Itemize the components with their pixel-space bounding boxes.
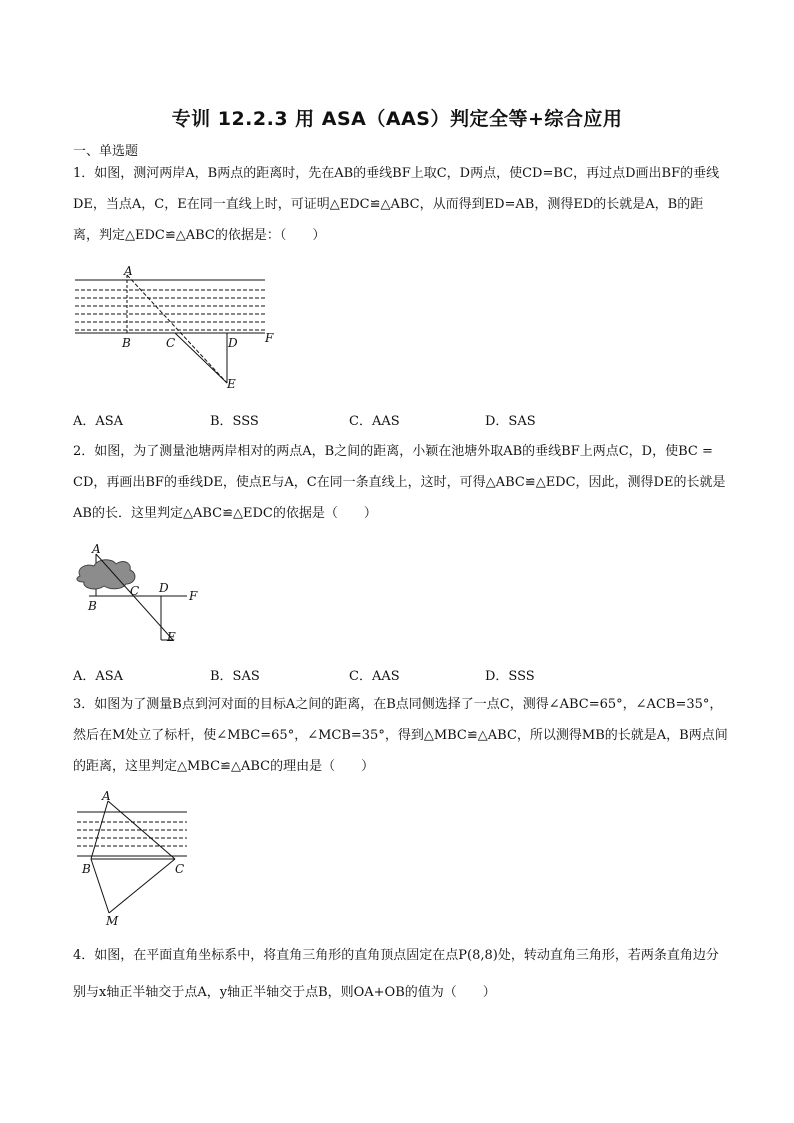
segment-bm bbox=[91, 859, 109, 913]
question-3-text: 3．如图为了测量B点到河对面的目标A之间的距离，在B点同侧选择了一点C，测得∠ABC=65°，∠ACB=35°，然后在M处立了标杆，使∠MBC=65°，∠MCB=35°，得到△MBC≌△ABC，所以测得MB的长就是A，B两点间的距离，这里判定△MBC≌△ABC的理由是（ ） bbox=[73, 697, 728, 774]
point-label-e: E bbox=[167, 630, 176, 644]
option-d[interactable]: D．SAS bbox=[485, 414, 536, 429]
point-label-m: M bbox=[106, 914, 119, 928]
point-label-b: B bbox=[82, 862, 91, 876]
section-heading: 一、单选题 bbox=[73, 144, 139, 159]
question-2-options bbox=[73, 665, 673, 685]
option-a[interactable]: A．ASA bbox=[73, 669, 124, 684]
point-label-a: A bbox=[124, 264, 133, 278]
option-b[interactable]: B．SAS bbox=[210, 669, 260, 684]
point-label-e: E bbox=[227, 377, 236, 391]
option-c[interactable]: C．AAS bbox=[349, 669, 400, 684]
page-title: 专训 12.2.3 用 ASA（AAS）判定全等+综合应用 bbox=[171, 108, 623, 130]
question-1-figure bbox=[72, 265, 282, 395]
segment-ab bbox=[91, 801, 108, 859]
pond-shape bbox=[77, 560, 135, 589]
point-label-b: B bbox=[88, 599, 97, 613]
option-c[interactable]: C．AAS bbox=[349, 414, 400, 429]
point-label-c: C bbox=[130, 584, 140, 598]
point-label-a: A bbox=[92, 542, 101, 556]
point-label-d: D bbox=[159, 581, 169, 595]
point-label-b: B bbox=[122, 336, 131, 350]
option-a[interactable]: A．ASA bbox=[73, 414, 124, 429]
point-label-c: C bbox=[166, 336, 176, 350]
option-d[interactable]: D．SSS bbox=[485, 669, 535, 684]
question-1-text: 1．如图，测河两岸A，B两点的距离时，先在AB的垂线BF上取C，D两点，使CD=BC，再过点D画出BF的垂线DE，当点A，C，E在同一直线上时，可证明△EDC≌△ABC，从而得到ED=AB，测得ED的长就是A，B的距离，判定△EDC≌△ABC的依据是：（ ） bbox=[73, 166, 720, 243]
point-label-a: A bbox=[102, 789, 111, 803]
segment-ce bbox=[175, 333, 227, 383]
option-b[interactable]: B．SSS bbox=[210, 414, 259, 429]
question-3-figure bbox=[72, 788, 202, 928]
point-label-d: D bbox=[228, 336, 238, 350]
question-4-text: 4．如图，在平面直角坐标系中，将直角三角形的直角顶点固定在点P(8,8)处，转动直角三角形，若两条直角边分别与x轴正半轴交于点A，y轴正半轴交于点B，则OA+OB的值为（ ） bbox=[73, 948, 719, 1000]
point-label-c: C bbox=[175, 862, 185, 876]
question-1-options bbox=[73, 410, 673, 430]
question-2-text: 2．如图，为了测量池塘两岸相对的两点A，B之间的距离，小颖在池塘外取AB的垂线BF上两点C，D，使BC = CD，再画出BF的垂线DE，使点E与A，C在同一条直线上，这时，可得△ABC≌△EDC，因此，测得DE的长就是AB的长．这里判定△ABC≌△EDC的依据是（ ） bbox=[73, 444, 726, 521]
segment-ac bbox=[127, 275, 227, 383]
segment-cm bbox=[109, 859, 175, 913]
question-2-figure bbox=[72, 540, 222, 650]
point-label-f: F bbox=[265, 331, 274, 345]
point-label-f: F bbox=[189, 589, 198, 603]
